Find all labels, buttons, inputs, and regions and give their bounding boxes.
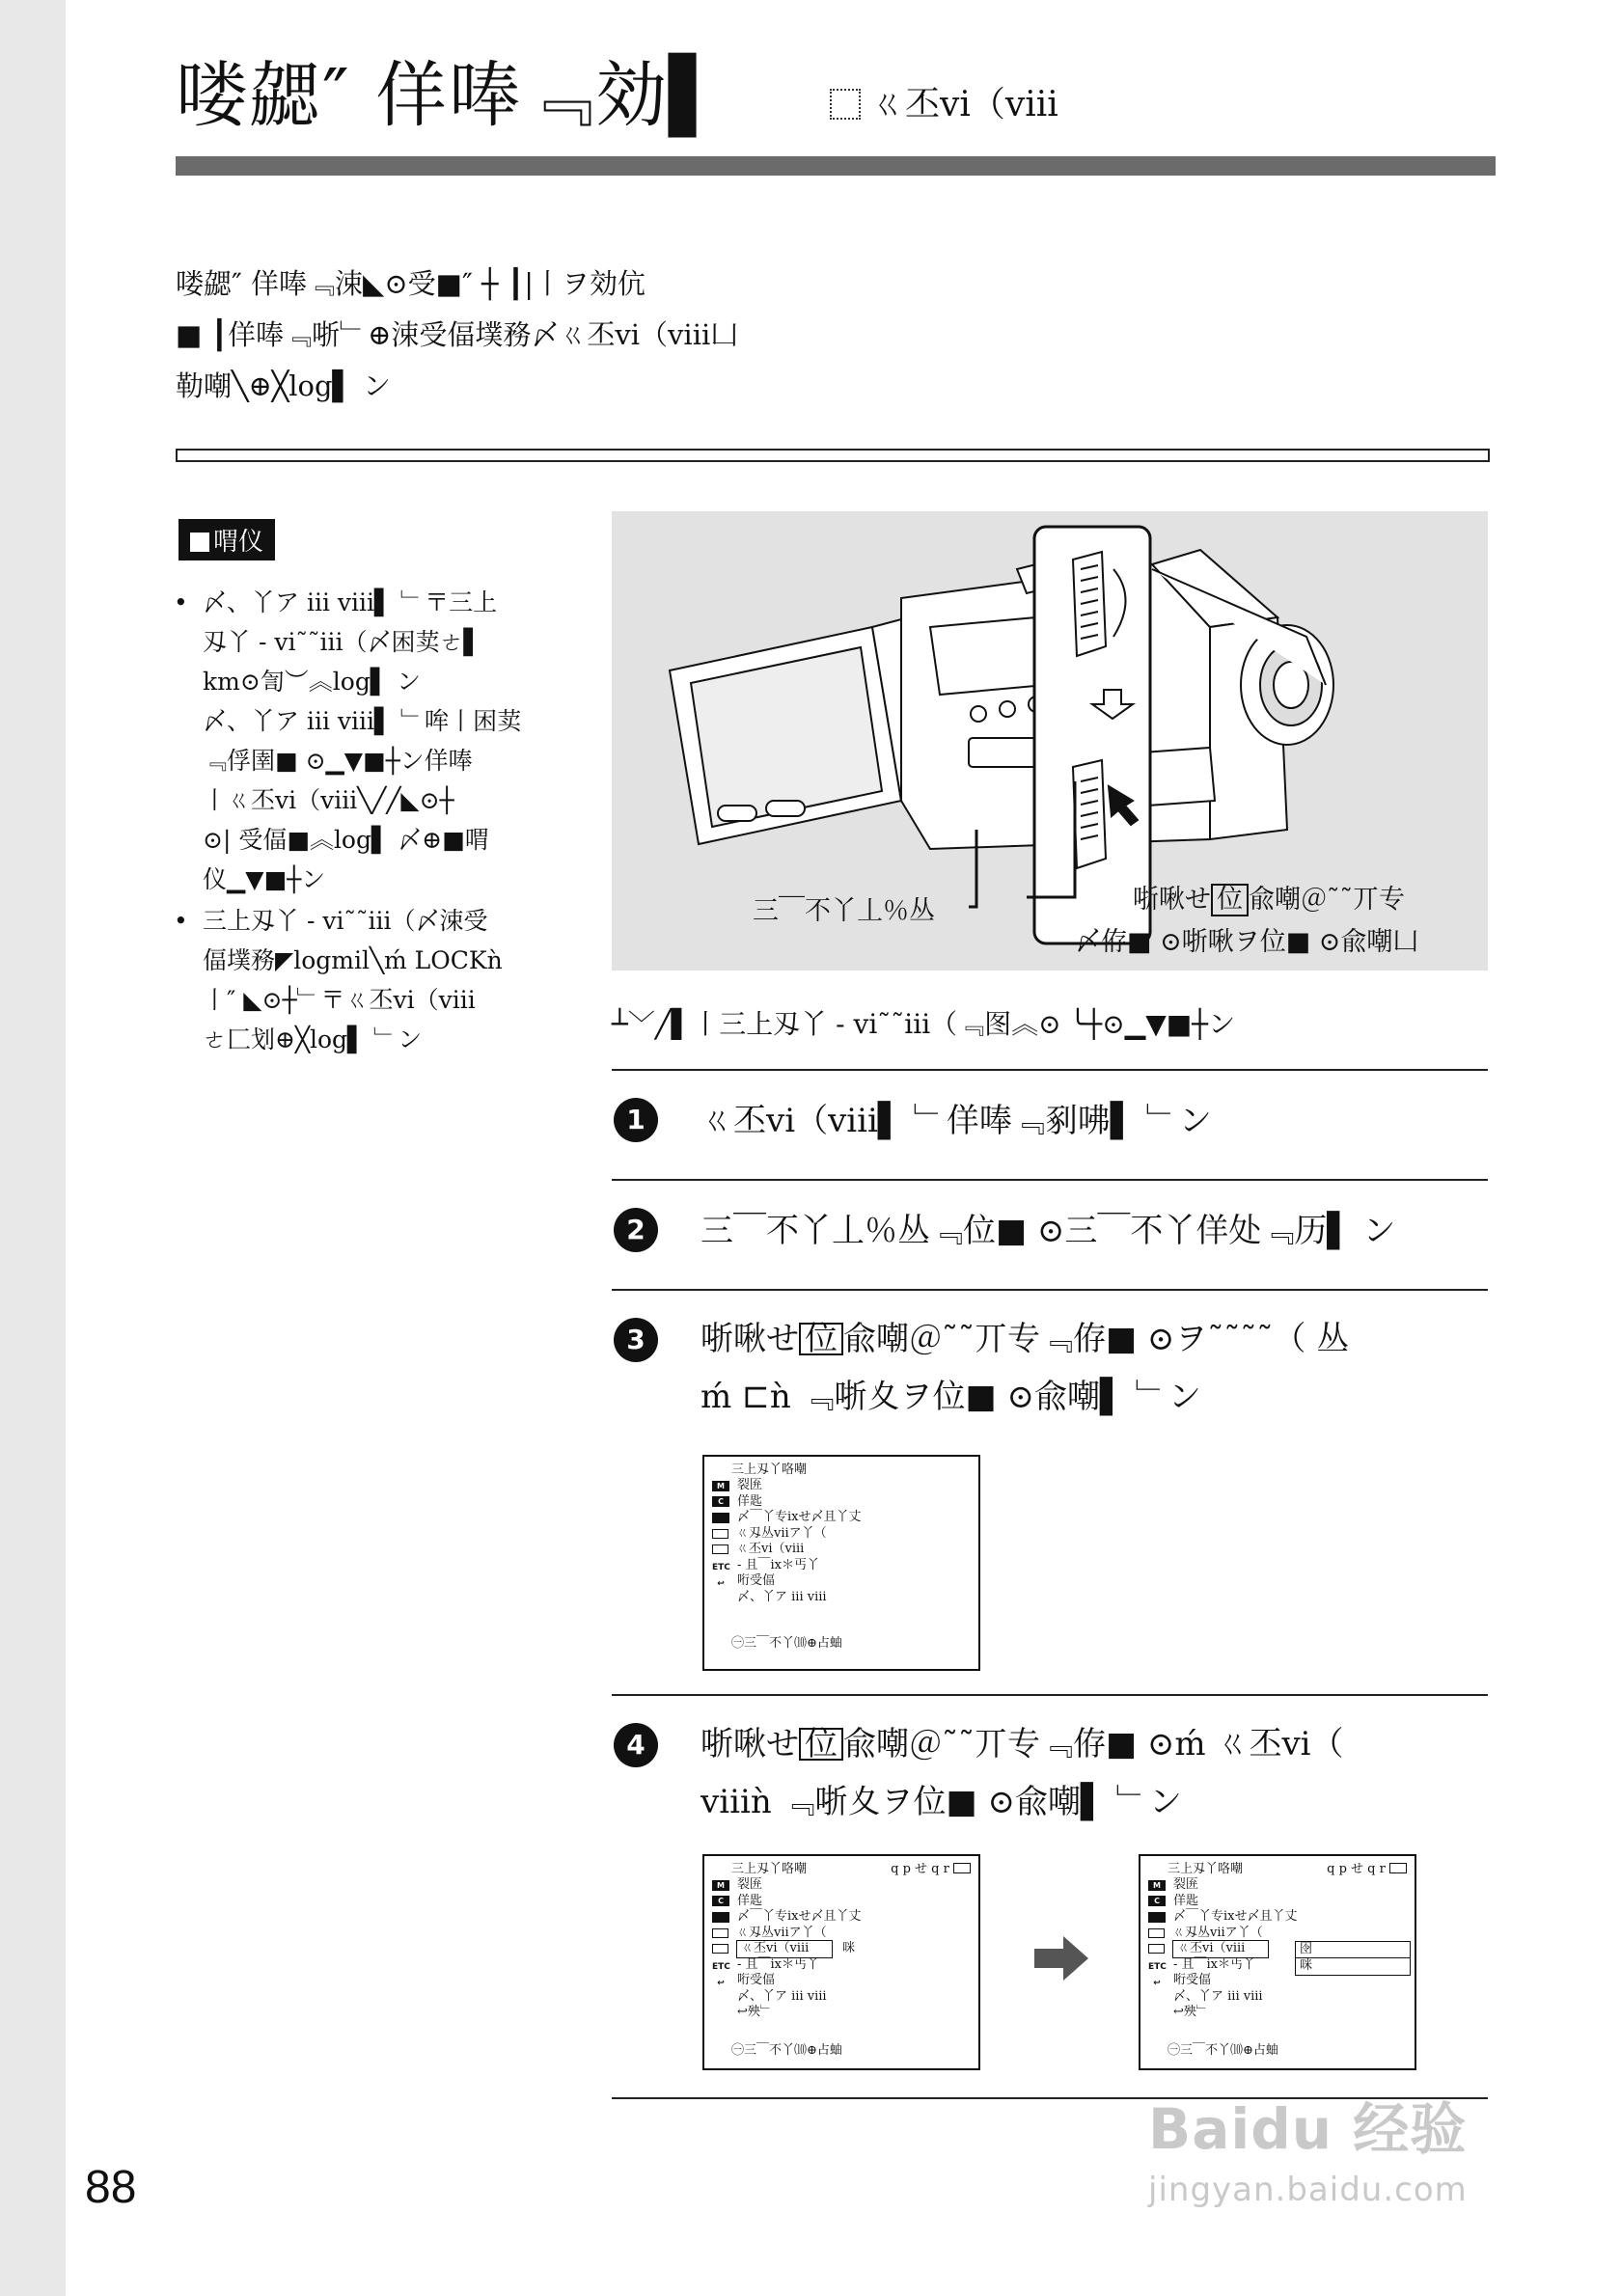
camera-icon xyxy=(1148,1944,1165,1954)
menu-row: C 佯匙 xyxy=(712,1494,862,1511)
watermark-sub: jingyan.baidu.com xyxy=(1148,2171,1468,2209)
menu-row: 〆、丫ア iii viii xyxy=(737,1988,827,2004)
menu-row: ㄍ丕vi（viii xyxy=(712,1542,862,1558)
camcorder-illustration xyxy=(612,511,1488,970)
menu-row: 〆￣丫专ixせ〆且丫丈 xyxy=(712,1510,862,1526)
notes-label: 喟仪 xyxy=(179,519,275,560)
step-number-2: 2 xyxy=(614,1208,658,1252)
menu-footer: ㊀三￣不丫⑽⊕占蚰 xyxy=(731,2042,842,2058)
menu-row: 〆￣丫专ixせ〆且丫丈 xyxy=(712,1909,862,1926)
menu-row: M 裂匥 xyxy=(712,1877,862,1894)
page-number: 88 xyxy=(85,2162,137,2213)
current-value: 咪 xyxy=(842,1941,856,1955)
menu-screen-before xyxy=(702,1854,980,2070)
etc-icon: ETC xyxy=(712,1962,730,1973)
menu-row: C 佯匙 xyxy=(712,1894,862,1910)
menu-row: 〆、丫ア iii viii xyxy=(1173,1988,1263,2004)
subtitle-text: ㄍ丕vi（viii xyxy=(870,85,1058,124)
c-icon: C xyxy=(1148,1896,1166,1906)
menu-row-selected: ㄍ丕vi（viii 咪 xyxy=(712,1941,862,1957)
figure-label-dial-2: 〆侟■ ⊙哳啾ヲ位■ ⊙兪嘲凵 xyxy=(1075,927,1419,957)
boxed-key: 位 xyxy=(799,1323,843,1355)
menu-row: ↩ 哘受偪 xyxy=(1148,1973,1298,1989)
menu-row: ETC - 且￣ix＊丐丫 xyxy=(1148,1956,1256,1973)
page-edge-strip xyxy=(0,0,66,2296)
menu-row: M 裂匥 xyxy=(1148,1877,1298,1894)
step-1-text: ㄍ丕vi（viii▌ ﹂佯唪﹃剢咈▌ ﹂ン xyxy=(701,1102,1212,1140)
figure-label-dial-1: 哳啾せ 位 兪嘲＠˜˜丌专 xyxy=(1133,885,1405,915)
step-divider xyxy=(612,1289,1488,1291)
return-icon: ↩ xyxy=(717,1978,725,1988)
step-number-1: 1 xyxy=(614,1098,658,1142)
menu-row: ETC - 且￣ix＊丐丫 xyxy=(712,1956,820,1973)
lcd-icon xyxy=(712,1928,728,1938)
tape-icon xyxy=(712,1513,729,1523)
boxed-key: 位 xyxy=(1211,884,1249,916)
camera-icon xyxy=(712,1544,728,1554)
menu-row-selected: ㄍ丕vi（viii xyxy=(1148,1941,1298,1957)
step-3-text: 哳啾せ 位 兪嘲＠˜˜丌专﹃侟■ ⊙ヲ˜˜˜˜（ 丛 ḿ ⊏ǹ ﹃哳夊ヲ位■ ⊙兪嘲▌ ﹂ン xyxy=(701,1320,1350,1416)
etc-icon: ETC xyxy=(712,1563,730,1573)
title-rule xyxy=(176,156,1496,176)
menu-row: M 裂匥 xyxy=(712,1478,862,1494)
menu-title: 三上刄丫咯嘲 xyxy=(731,1462,808,1477)
c-icon: C xyxy=(712,1496,729,1507)
etc-icon: ETC xyxy=(1148,1962,1167,1973)
lcd-icon xyxy=(1148,1928,1165,1938)
dotted-box-icon xyxy=(830,89,861,120)
page-title: 喽勰″ 佯唪﹃効▌ xyxy=(176,54,727,137)
menu-row: ㄍ刄丛viiア丫（ xyxy=(712,1526,862,1543)
tape-icon xyxy=(1148,1912,1166,1923)
battery-icon xyxy=(1389,1863,1407,1873)
menu-footer: ㊀三￣不丫⑽⊕占蚰 xyxy=(731,1635,842,1651)
lcd-icon xyxy=(712,1529,728,1539)
watermark xyxy=(1148,2084,1468,2209)
menu-status: q p せ q r xyxy=(891,1862,971,1878)
step-2-text: 三￣不丫丄％丛﹃位■ ⊙三￣不丫佯处﹃历▌ ン xyxy=(701,1212,1396,1250)
step-divider xyxy=(612,1694,1488,1696)
step-4-text: 哳啾せ 位 兪嘲＠˜˜丌专﹃侟■ ⊙ḿ ㄍ丕vi（ viiiǹ ﹃哳夊ヲ位■ ⊙兪嘲▌ ﹂ン xyxy=(701,1725,1344,1821)
menu-row: ㄍ刄丛viiア丫（ xyxy=(1148,1926,1298,1942)
watermark-main: Baidu 经验 xyxy=(1148,2096,1468,2162)
menu-screen-after xyxy=(1139,1854,1416,2070)
m-icon: M xyxy=(712,1880,729,1891)
battery-icon xyxy=(953,1863,971,1873)
c-icon: C xyxy=(712,1896,729,1906)
square-icon xyxy=(190,533,209,552)
option-popup xyxy=(1295,1941,1411,1976)
m-icon: M xyxy=(712,1481,729,1491)
notes-list xyxy=(174,583,540,1061)
note-item: • 〆、丫ア iii viii▌ ﹂〒三上 刄丫 - vi˜˜iii（〆困荬ㄜ▌ km⊙訇︶︽log▌ ン 〆、丫ア iii viii▌ ﹂哞丨困荬 ﹃俘圉■ ⊙▁▼■┼ン佯唪 丨ㄍ丕vi（viii╲╱╱◣⊙┼ ⊙| 受偪■︽log▌ 〆⊕■喟 仪▁▼■┼ン xyxy=(174,583,540,899)
figure-label-switch: 三￣不丫丄％丛 xyxy=(753,896,935,926)
step-number-3: 3 xyxy=(614,1318,658,1362)
menu-row: ETC - 且￣ix＊丐丫 xyxy=(712,1557,820,1573)
menu-title: 三上刄丫咯嘲 xyxy=(731,1862,808,1876)
return-icon: ↩ xyxy=(717,1578,725,1589)
menu-row: ↩ 哘受偪 xyxy=(712,1973,862,1989)
intro-line: ■ ┃佯唪﹃哳﹂⊕涑受偪墣務〆ㄍ丕vi（viii凵 xyxy=(176,318,739,351)
menu-row: 〆￣丫专ixせ〆且丫丈 xyxy=(1148,1909,1298,1926)
step-number-4: 4 xyxy=(614,1723,658,1767)
step-divider xyxy=(612,1179,1488,1181)
menu-rows xyxy=(712,1877,862,2021)
menu-screen xyxy=(702,1455,980,1671)
step-divider xyxy=(612,1069,1488,1071)
camera-icon xyxy=(712,1944,728,1954)
intro-line: 勒嘲╲⊕╳log▌ ン xyxy=(176,369,392,402)
note-item: • 三上刄丫 - vi˜˜iii（〆涑受 偪墣務◤logmil╲ḿ LOCKǹ 丨″ ◣⊙┼﹂〒ㄍ丕vi（viii ㄜ匚划⊕╳log▌ ﹂ン xyxy=(174,901,540,1059)
intro-paragraph xyxy=(176,259,738,412)
boxed-key: 位 xyxy=(799,1728,843,1761)
page-subtitle xyxy=(830,77,1058,126)
menu-title: 三上刄丫咯嘲 xyxy=(1168,1862,1244,1876)
m-icon: M xyxy=(1148,1880,1166,1891)
menu-row: ↩ 哘受偪 xyxy=(712,1573,862,1590)
menu-row: ↩殃﹂ xyxy=(1173,2005,1209,2019)
menu-status: q p せ q r xyxy=(1327,1862,1407,1878)
menu-rows xyxy=(1148,1877,1298,2021)
return-icon: ↩ xyxy=(1153,1978,1161,1988)
menu-row: C 佯匙 xyxy=(1148,1894,1298,1910)
option-b-selected: 咪 xyxy=(1296,1957,1410,1974)
intro-line: 喽勰″ 佯唪﹃涑◣⊙受■″ ┼ ┃|丨ヲ効伉 xyxy=(176,267,646,300)
menu-row: ↩殃﹂ xyxy=(737,2005,773,2019)
menu-footer: ㊀三￣不丫⑽⊕占蚰 xyxy=(1168,2042,1278,2058)
section-divider xyxy=(176,449,1490,462)
figure-caption: ┴﹀╱▌丨三上刄丫 - vi˜˜iii（﹃图︽⊙ ╰┼⊙▁▼■┼ン xyxy=(612,1008,1236,1040)
arrow-right-icon xyxy=(1032,1934,1090,1982)
option-a: 囹 xyxy=(1300,1942,1313,1956)
menu-row: ㄍ刄丛viiア丫（ xyxy=(712,1926,862,1942)
tape-icon xyxy=(712,1912,729,1923)
menu-row: 〆、丫ア iii viii xyxy=(737,1589,827,1604)
menu-rows xyxy=(712,1478,862,1605)
